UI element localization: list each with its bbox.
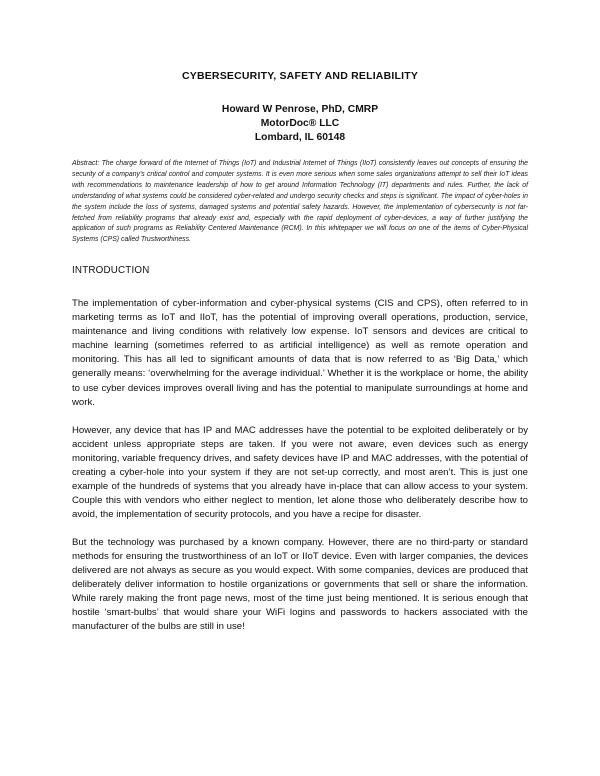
abstract: Abstract: The charge forward of the Internet of Things (IoT) and Industrial Internet of Things (IIoT) consistently leaves out concepts of ensuring the security of a company's critical control and computer systems. It is even more serious when some sales organizations attempt to sell their IoT ideas with recommendations to maintenance leadership of how to get around Information Technology (IT) departments and rules. Further, the lack of understanding of what systems could be considered cyber-related and undergo security checks and steps is significant. The impact of cyber-holes in the system include the loss of systems, damaged systems and potential safety hazards. However, the implementation of cybersecurity is not far-fetched from reliability programs that already exist and, especially with the rapid deployment of cyber-devices, a way of further justifying the application of such programs as Reliability Centered Maintenance (RCM). In this whitepaper we will focus on one of the items of Cyber-Physical Systems (CPS) called Trustworthiness. (72, 160, 528, 244)
author-location: Lombard, IL 60148 (254, 132, 346, 143)
author-block (72, 103, 528, 145)
document-title: CYBERSECURITY, SAFETY AND RELIABILITY (181, 70, 419, 82)
body-paragraph: However, any device that has IP and MAC addresses have the potential to be exploited deliberately or by accident unless appropriate steps are taken. If you were not aware, even devices such as energy monitoring, variable frequency drives, and safety devices have IP and MAC addresses, with the potential of creating a cyber-hole into your system if they are not set-up correctly, and most aren’t. This is just one example of the hundreds of systems that you already have in-place that can allow access to your system. Couple this with vendors who either neglect to mention, let alone those who deliberately describe how to avoid, the implementation of security protocols, and you have a recipe for disaster. (72, 424, 528, 520)
author-name: Howard W Penrose, PhD, CMRP (221, 104, 379, 115)
section-heading-introduction: INTRODUCTION (72, 265, 150, 277)
body-paragraph: But the technology was purchased by a known company. However, there are no third-party or standard methods for ensuring the trustworthiness of an IoT or IIoT device. Even with larger companies, the devices delivered are not always as secure as you would expect. With some companies, devices are produced that deliberately deliver information to hostile organizations or governments that sell or share the information. While rarely making the front page news, most of the time just being mentioned. It is serious enough that hostile ‘smart-bulbs’ that would share your WiFi logins and passwords to hackers associated with the manufacturer of the bulbs are still in use! (72, 536, 528, 633)
body-paragraph: The implementation of cyber-information and cyber-physical systems (CIS and CPS), often referred to in marketing terms as IoT and IIoT, has the potential of improving overall operations, production, service, maintenance and living conditions with relatively low expense. IoT sensors and devices are critical to machine learning (sometimes referred to as artificial intelligence) as well as remote operation and monitoring. This has all led to significant amounts of data that is now referred to as ‘Big Data,’ which generally means: ‘overwhelming for the average individual.’ Whether it is the workplace or home, the ability to use cyber devices improves overall living and has the potential to manipulate surroundings at home and work. (72, 298, 528, 408)
author-company: MotorDoc® LLC (260, 118, 340, 129)
